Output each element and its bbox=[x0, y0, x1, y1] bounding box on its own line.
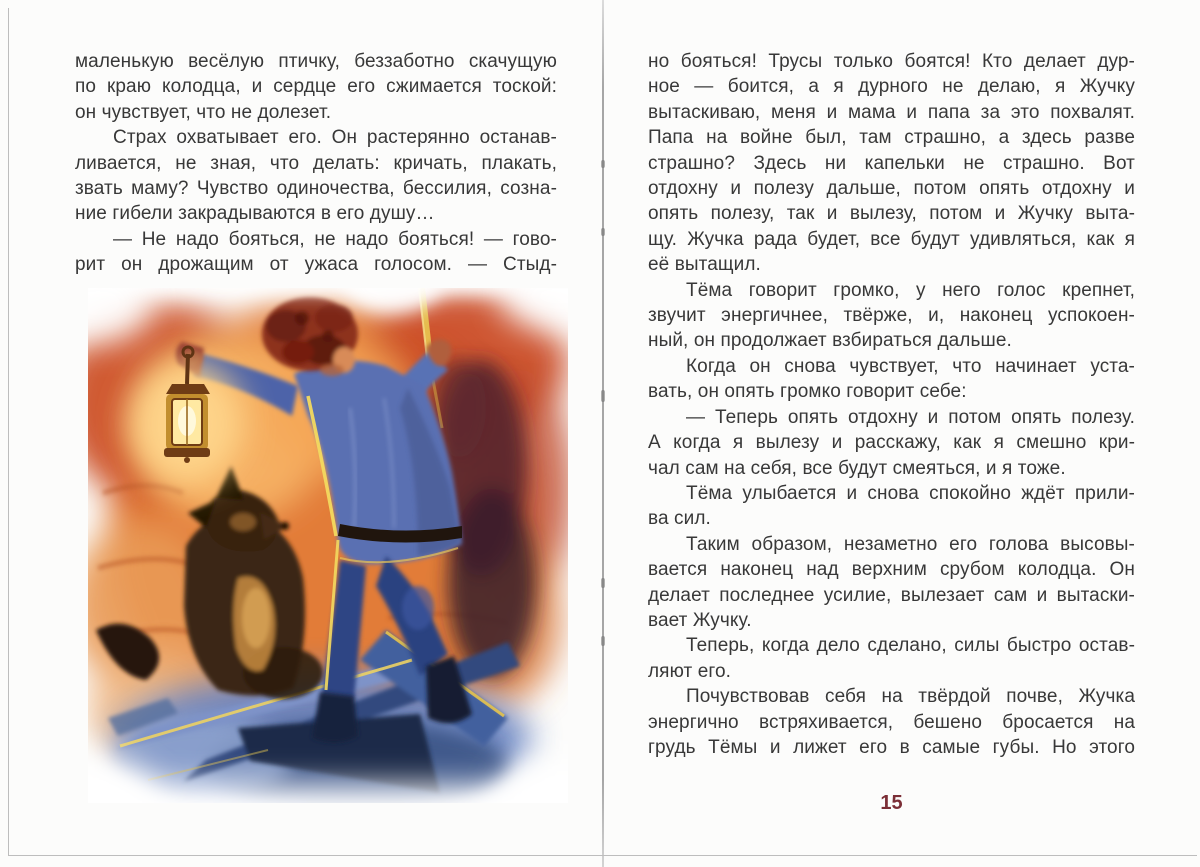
page-gutter bbox=[602, 0, 604, 867]
text-line: вать, он опять громко говорит себе: bbox=[648, 381, 967, 403]
scan-edge-bottom bbox=[8, 855, 1197, 856]
boot bbox=[312, 692, 358, 743]
text-line: ние гибели закрадываются в его душу… bbox=[75, 203, 435, 225]
text-line: энергично встряхивается, бешено бросается на bbox=[648, 711, 1135, 733]
text-line: маленькую весёлую птичку, беззаботно скачущую bbox=[75, 51, 557, 72]
text-line: грудь Тёмы и лижет его в самые губы. Но этого bbox=[648, 736, 1135, 758]
scan-edge-left bbox=[8, 8, 9, 856]
text-line: вается наконец над верхним срубом колодца. Он bbox=[648, 559, 1135, 581]
text-line: делает последнее усилие, вылезает сам и вытаски- bbox=[648, 584, 1135, 606]
text-line: щу. Жучка рада будет, все будут удивляться, как я bbox=[648, 228, 1135, 250]
text-line: Тёма говорит громко, у него голос крепнет, bbox=[686, 279, 1135, 301]
text-line: вает Жучку. bbox=[648, 609, 752, 631]
text-line: опять полезу, так и вылезу, потом и Жучку выта- bbox=[648, 203, 1135, 225]
well-scene-illustration bbox=[88, 288, 568, 803]
binding-stitch bbox=[601, 578, 605, 588]
text-line: Страх охватывает его. Он растерянно останав- bbox=[113, 127, 557, 149]
text-line: он чувствует, что не долезет. bbox=[75, 101, 332, 123]
text-line: по краю колодца, и сердце его сжимается тоской: bbox=[75, 76, 557, 98]
text-line: ное — боится, а я дурного не делаю, я Жучку bbox=[648, 76, 1135, 98]
text-line: звучит энергичнее, твёрже, и, наконец успокоен- bbox=[648, 305, 1135, 327]
text-line: рит он дрожащим от ужаса голосом. — Стыд- bbox=[75, 254, 557, 276]
binding-stitch bbox=[601, 228, 605, 236]
text-line: чал сам на себя, все будут смеяться, и я тоже. bbox=[648, 457, 1066, 479]
text-line: ляют его. bbox=[648, 660, 732, 682]
text-line: страшно? Здесь ни капельки не страшно. Вот bbox=[648, 152, 1135, 174]
text-line: — Не надо бояться, не надо бояться! — гово- bbox=[113, 228, 557, 250]
text-line: отдохну и полезу дальше, потом опять отдохну и bbox=[648, 178, 1135, 200]
illustration-svg bbox=[88, 288, 568, 803]
text-line: — Теперь опять отдохну и потом опять полезу. bbox=[686, 406, 1135, 428]
text-line: Почувствовав себя на твёрдой почве, Жучка bbox=[686, 686, 1135, 708]
text-line: ный, он продолжает взбираться дальше. bbox=[648, 330, 1012, 352]
text-line: Тёма улыбается и снова спокойно ждёт прили- bbox=[686, 482, 1135, 504]
binding-stitch bbox=[601, 636, 605, 646]
text-line: Папа на войне был, там страшно, а здесь разве bbox=[648, 127, 1135, 149]
binding-stitch bbox=[601, 160, 605, 168]
text-line: но бояться! Трусы только боятся! Кто делает дур- bbox=[648, 51, 1135, 72]
text-line: Теперь, когда дело сделано, силы быстро остав- bbox=[686, 635, 1135, 657]
text-line: звать маму? Чувство одиночества, бессилия, созна- bbox=[75, 178, 557, 200]
binding-stitch bbox=[601, 390, 605, 402]
text-line: Таким образом, незаметно его голова высовы- bbox=[686, 533, 1135, 555]
page-number: 15 bbox=[880, 792, 903, 814]
text-line: ва сил. bbox=[648, 508, 711, 530]
left-page-text bbox=[75, 49, 557, 278]
text-line: её вытащил. bbox=[648, 254, 761, 276]
text-line: вытаскиваю, меня и мама и папа за это похвалят. bbox=[648, 101, 1135, 123]
text-line: ливается, не зная, что делать: кричать, плакать, bbox=[75, 152, 557, 174]
right-page-text bbox=[648, 49, 1135, 760]
text-line: А когда я вылезу и расскажу, как я смешно кри- bbox=[648, 432, 1135, 454]
text-line: Когда он снова чувствует, что начинает уста- bbox=[686, 355, 1135, 377]
